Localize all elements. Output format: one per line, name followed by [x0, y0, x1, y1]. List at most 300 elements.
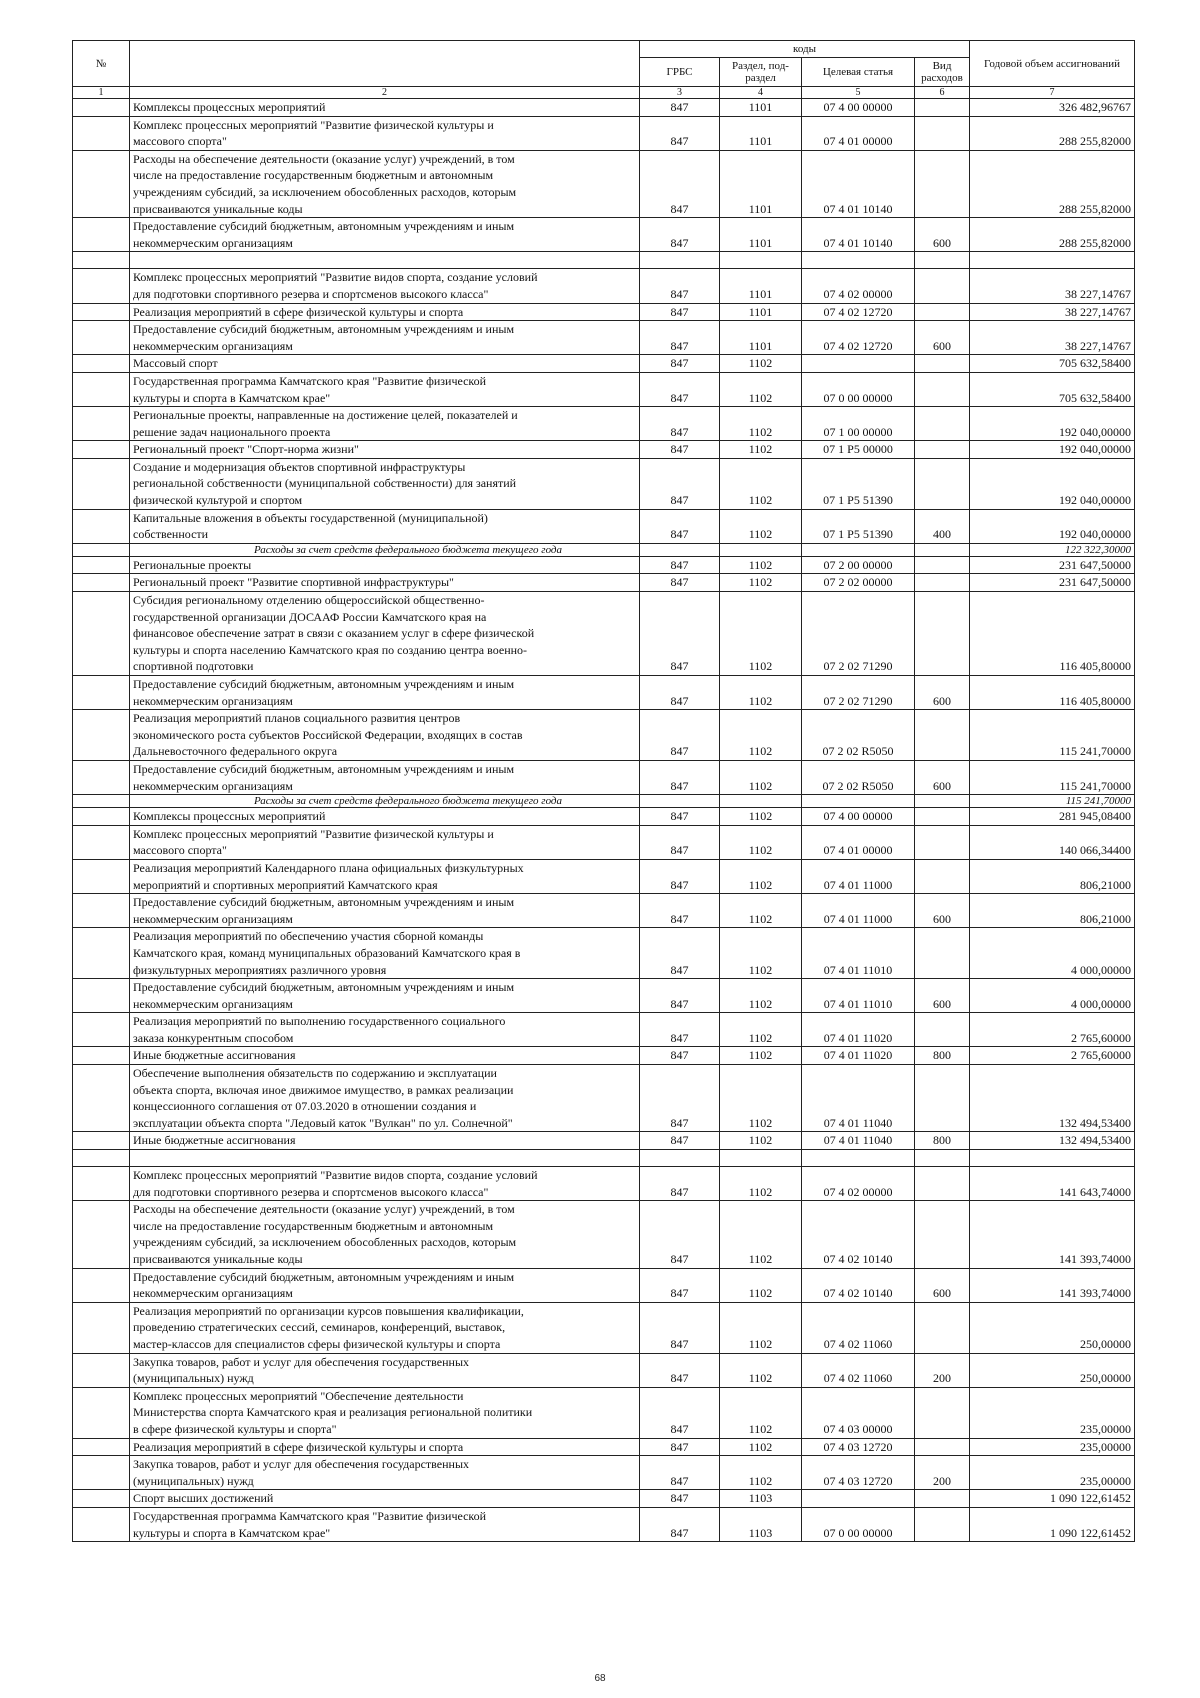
expense-name-line: Спорт высших достижений: [133, 1491, 274, 1506]
grbs-cell: 847: [640, 676, 720, 710]
section-cell: 1102: [720, 760, 802, 794]
row-number-cell: [73, 1013, 130, 1047]
kind-cell: [915, 116, 970, 150]
table-row: [73, 894, 1135, 928]
row-number-cell: [73, 269, 130, 303]
expense-name-line: учреждениям субсидий, за исключением обособленных расходов, которым: [133, 1235, 517, 1250]
expense-name-line: спортивной подготовки: [133, 659, 254, 674]
target-cell: [802, 355, 915, 373]
amount-cell: 231 647,50000: [970, 556, 1135, 574]
spacer-cell: [970, 252, 1135, 269]
expense-name-line: Реализация мероприятий по организации курсов повышения квалификации,: [133, 1303, 524, 1318]
expense-name-line: физкультурных мероприятиях различного уровня: [133, 962, 387, 977]
expense-name-line: массового спорта": [133, 134, 227, 149]
amount-cell: 806,21000: [970, 859, 1135, 893]
expense-name-line: Предоставление субсидий бюджетным, автономным учреждениям и иным: [133, 895, 515, 910]
table-row: [73, 321, 1135, 355]
row-number-cell: [73, 303, 130, 321]
table-row: [73, 710, 1135, 761]
table-row: [73, 1353, 1135, 1387]
expense-name-line: Региональный проект "Спорт-норма жизни": [133, 442, 359, 457]
kind-cell: 600: [915, 979, 970, 1013]
row-number-cell: [73, 150, 130, 217]
row-number-cell: [73, 321, 130, 355]
row-number-cell: [73, 894, 130, 928]
expense-name-line: Реализация мероприятий в сфере физической культуры и спорта: [133, 304, 464, 319]
kind-cell: 800: [915, 1047, 970, 1065]
grbs-cell: 847: [640, 1387, 720, 1438]
target-cell: 07 4 02 10140: [802, 1201, 915, 1268]
section-cell: 1103: [720, 1507, 802, 1541]
table-row: [73, 407, 1135, 441]
grbs-cell: 847: [640, 808, 720, 826]
expense-name-line: решение задач национального проекта: [133, 424, 331, 439]
section-cell: 1102: [720, 1456, 802, 1490]
row-number-cell: [73, 859, 130, 893]
grbs-cell: 847: [640, 372, 720, 406]
target-cell: 07 4 01 00000: [802, 825, 915, 859]
grbs-cell: 847: [640, 760, 720, 794]
target-cell: 07 1 P5 51390: [802, 458, 915, 509]
spacer-row: [73, 252, 1135, 269]
kind-cell: [915, 372, 970, 406]
spacer-cell: [640, 1150, 720, 1167]
section-cell: 1102: [720, 407, 802, 441]
row-number-cell: [73, 979, 130, 1013]
kind-cell: 600: [915, 894, 970, 928]
kind-cell: [915, 556, 970, 574]
row-number-cell: [73, 1456, 130, 1490]
expense-name-line: Капитальные вложения в объекты государственной (муниципальной): [133, 510, 488, 525]
row-number-cell: [73, 1047, 130, 1065]
expense-name-line: Региональный проект "Развитие спортивной инфраструктуры": [133, 575, 454, 590]
kind-cell: [915, 1490, 970, 1508]
amount-cell: 1 090 122,61452: [970, 1507, 1135, 1541]
spacer-cell: [640, 252, 720, 269]
section-cell: 1102: [720, 808, 802, 826]
expense-name-line: некоммерческим организациям: [133, 1286, 293, 1301]
spacer-cell: [73, 252, 130, 269]
target-cell: 07 0 00 00000: [802, 372, 915, 406]
spacer-cell: [720, 1150, 802, 1167]
section-cell: 1102: [720, 1047, 802, 1065]
expense-name-line: некоммерческим организациям: [133, 996, 293, 1011]
table-row: [73, 1201, 1135, 1268]
target-cell: 07 1 00 00000: [802, 407, 915, 441]
kind-cell: 600: [915, 760, 970, 794]
expense-name-line: мастер-классов для специалистов сферы физической культуры и спорта: [133, 1336, 501, 1351]
grbs-cell: 847: [640, 99, 720, 117]
grbs-cell: 847: [640, 592, 720, 676]
kind-cell: [915, 150, 970, 217]
target-cell: 07 4 01 10140: [802, 150, 915, 217]
table-row: [73, 760, 1135, 794]
col-number-7: 7: [970, 87, 1135, 99]
expense-name-line: присваиваются уникальные коды: [133, 1252, 303, 1266]
table-row: [73, 99, 1135, 117]
kind-cell: [915, 795, 970, 808]
amount-cell: 2 765,60000: [970, 1047, 1135, 1065]
amount-cell: 132 494,53400: [970, 1132, 1135, 1150]
expense-name-cell: [130, 1438, 640, 1456]
target-cell: 07 4 03 12720: [802, 1438, 915, 1456]
row-number-cell: [73, 1268, 130, 1302]
section-cell: 1102: [720, 556, 802, 574]
row-number-cell: [73, 372, 130, 406]
expense-name-line: некоммерческим организациям: [133, 693, 293, 708]
target-cell: 07 1 P5 00000: [802, 441, 915, 459]
expense-name-line: в сфере физической культуры и спорта": [133, 1421, 337, 1436]
expense-name-line: заказа конкурентным способом: [133, 1030, 294, 1045]
expense-name-line: Предоставление субсидий бюджетным, автономным учреждениям и иным: [133, 677, 515, 691]
section-cell: 1102: [720, 1387, 802, 1438]
grbs-cell: 847: [640, 441, 720, 459]
section-cell: [720, 795, 802, 808]
expense-name-line: некоммерческим организациям: [133, 235, 293, 250]
kind-cell: 600: [915, 1268, 970, 1302]
grbs-cell: 847: [640, 509, 720, 543]
grbs-cell: 847: [640, 1047, 720, 1065]
expense-name-line: объекта спорта, включая иное движимое имущество, в рамках реализации: [133, 1082, 514, 1097]
section-cell: 1102: [720, 1438, 802, 1456]
expense-name-line: Предоставление субсидий бюджетным, автономным учреждениям и иным: [133, 1269, 515, 1284]
expense-name-line: Реализация мероприятий по выполнению государственного социального: [133, 1014, 506, 1029]
row-number-cell: [73, 574, 130, 592]
target-cell: 07 4 02 11060: [802, 1353, 915, 1387]
grbs-cell: 847: [640, 1438, 720, 1456]
section-cell: 1101: [720, 218, 802, 252]
header-grbs: ГРБС: [640, 58, 720, 87]
expense-name-cell: [130, 1456, 640, 1490]
expense-name-line: массового спорта": [133, 843, 227, 858]
amount-cell: 141 393,74000: [970, 1268, 1135, 1302]
section-cell: 1102: [720, 1353, 802, 1387]
table-row: [73, 1132, 1135, 1150]
expense-name-line: Субсидия региональному отделению общероссийской общественно-: [133, 593, 485, 608]
header-codes: коды: [640, 41, 970, 58]
target-cell: 07 4 01 11000: [802, 894, 915, 928]
amount-cell: 281 945,08400: [970, 808, 1135, 826]
expense-name-cell: [130, 795, 640, 808]
section-cell: 1102: [720, 979, 802, 1013]
expense-name-line: Комплексы процессных мероприятий: [133, 809, 326, 824]
section-cell: 1102: [720, 458, 802, 509]
expense-name-line: некоммерческим организациям: [133, 911, 293, 926]
expense-name-cell: [130, 859, 640, 893]
grbs-cell: 847: [640, 710, 720, 761]
expense-name-cell: [130, 894, 640, 928]
row-number-cell: [73, 1490, 130, 1508]
spacer-cell: [915, 1150, 970, 1167]
expense-name-line: Государственная программа Камчатского края "Развитие физической: [133, 373, 487, 388]
expense-name-line: Комплекс процессных мероприятий "Развитие физической культуры и: [133, 826, 494, 841]
expense-name-cell: [130, 808, 640, 826]
grbs-cell: 847: [640, 556, 720, 574]
amount-cell: 141 393,74000: [970, 1201, 1135, 1268]
section-cell: 1102: [720, 676, 802, 710]
table-row: [73, 574, 1135, 592]
expense-name-line: финансовое обеспечение затрат в связи с оказанием услуг в сфере физической: [133, 626, 535, 641]
section-cell: 1102: [720, 1065, 802, 1132]
table-header: [73, 41, 1135, 99]
grbs-cell: 847: [640, 218, 720, 252]
spacer-cell: [802, 1150, 915, 1167]
section-cell: 1101: [720, 99, 802, 117]
expense-name-cell: [130, 676, 640, 710]
table-row: [73, 928, 1135, 979]
expense-name-cell: [130, 1132, 640, 1150]
kind-cell: [915, 574, 970, 592]
row-number-cell: [73, 441, 130, 459]
table-row: [73, 1167, 1135, 1201]
row-number-cell: [73, 458, 130, 509]
target-cell: 07 4 02 11060: [802, 1302, 915, 1353]
grbs-cell: 847: [640, 1065, 720, 1132]
expense-name-cell: [130, 825, 640, 859]
col-number-3: 3: [640, 87, 720, 99]
row-number-cell: [73, 1167, 130, 1201]
section-cell: 1102: [720, 509, 802, 543]
table-row: [73, 1302, 1135, 1353]
expense-name-cell: [130, 710, 640, 761]
amount-cell: 192 040,00000: [970, 458, 1135, 509]
expense-name-cell: [130, 321, 640, 355]
expense-name-cell: [130, 458, 640, 509]
kind-cell: [915, 355, 970, 373]
kind-cell: [915, 1387, 970, 1438]
row-number-cell: [73, 99, 130, 117]
expense-name-cell: [130, 928, 640, 979]
table-row: [73, 676, 1135, 710]
table-row: [73, 592, 1135, 676]
grbs-cell: 847: [640, 928, 720, 979]
expense-name-cell: [130, 269, 640, 303]
amount-cell: 235,00000: [970, 1456, 1135, 1490]
expense-name-cell: [130, 1167, 640, 1201]
row-number-cell: [73, 760, 130, 794]
kind-cell: 600: [915, 218, 970, 252]
table-row: [73, 1268, 1135, 1302]
kind-cell: 200: [915, 1353, 970, 1387]
expense-name-line: Комплекс процессных мероприятий "Обеспечение деятельности: [133, 1388, 464, 1403]
expense-name-cell: [130, 574, 640, 592]
expense-name-cell: [130, 1201, 640, 1268]
grbs-cell: [640, 795, 720, 808]
col-number-1: 1: [73, 87, 130, 99]
amount-cell: 122 322,30000: [970, 543, 1135, 556]
col-number-6: 6: [915, 87, 970, 99]
section-cell: 1102: [720, 1167, 802, 1201]
target-cell: [802, 795, 915, 808]
expense-name-cell: [130, 1387, 640, 1438]
page-number: 68: [594, 1673, 606, 1684]
section-cell: 1102: [720, 372, 802, 406]
expense-name-line: Расходы за счет средств федерального бюджета текущего года: [254, 795, 562, 808]
expense-name-cell: [130, 116, 640, 150]
expense-name-line: эксплуатации объекта спорта "Ледовый каток "Вулкан" по ул. Солнечной": [133, 1115, 513, 1130]
grbs-cell: 847: [640, 269, 720, 303]
header-kind: Вид расходов: [915, 58, 970, 87]
header-amount: Годовой объем ассигнований: [970, 41, 1135, 87]
target-cell: 07 4 03 12720: [802, 1456, 915, 1490]
grbs-cell: [640, 543, 720, 556]
header-section: Раздел, под-раздел: [720, 58, 802, 87]
amount-cell: 38 227,14767: [970, 269, 1135, 303]
row-number-cell: [73, 218, 130, 252]
header-name: [130, 41, 640, 87]
expense-name-cell: [130, 1353, 640, 1387]
expense-name-line: Региональные проекты, направленные на достижение целей, показателей и: [133, 408, 518, 423]
header-target: Целевая статья: [802, 58, 915, 87]
section-cell: 1102: [720, 1013, 802, 1047]
table-row: [73, 1387, 1135, 1438]
amount-cell: 705 632,58400: [970, 355, 1135, 373]
amount-cell: 250,00000: [970, 1353, 1135, 1387]
row-number-cell: [73, 808, 130, 826]
row-number-cell: [73, 509, 130, 543]
expense-name-line: для подготовки спортивного резерва и спортсменов высокого класса": [133, 286, 489, 301]
row-number-cell: [73, 1201, 130, 1268]
row-number-cell: [73, 1353, 130, 1387]
table-row: [73, 303, 1135, 321]
kind-cell: [915, 808, 970, 826]
expense-name-line: Обеспечение выполнения обязательств по содержанию и эксплуатации: [133, 1066, 497, 1081]
kind-cell: [915, 928, 970, 979]
target-cell: 07 4 00 00000: [802, 808, 915, 826]
expense-name-cell: [130, 355, 640, 373]
amount-cell: 140 066,34400: [970, 825, 1135, 859]
section-cell: 1102: [720, 441, 802, 459]
table-body: [73, 99, 1135, 1542]
expense-name-line: для подготовки спортивного резерва и спортсменов высокого класса": [133, 1184, 489, 1199]
expense-name-line: Иные бюджетные ассигнования: [133, 1133, 296, 1148]
expense-name-line: Государственная программа Камчатского края "Развитие физической: [133, 1508, 487, 1523]
kind-cell: [915, 710, 970, 761]
amount-cell: 288 255,82000: [970, 116, 1135, 150]
target-cell: 07 0 00 00000: [802, 1507, 915, 1541]
row-number-cell: [73, 1507, 130, 1541]
amount-cell: 705 632,58400: [970, 372, 1135, 406]
grbs-cell: 847: [640, 894, 720, 928]
expense-name-line: Предоставление субсидий бюджетным, автономным учреждениям и иным: [133, 980, 515, 995]
spacer-cell: [915, 252, 970, 269]
amount-cell: 115 241,70000: [970, 760, 1135, 794]
target-cell: [802, 543, 915, 556]
row-number-cell: [73, 1438, 130, 1456]
expense-name-cell: [130, 592, 640, 676]
grbs-cell: 847: [640, 321, 720, 355]
grbs-cell: 847: [640, 1132, 720, 1150]
section-cell: 1102: [720, 928, 802, 979]
amount-cell: 250,00000: [970, 1302, 1135, 1353]
row-number-cell: [73, 1132, 130, 1150]
spacer-cell: [970, 1150, 1135, 1167]
expense-name-line: учреждениям субсидий, за исключением обособленных расходов, которым: [133, 184, 517, 199]
section-cell: 1102: [720, 592, 802, 676]
expense-name-line: проведению стратегических сессий, семинаров, конференций, выставок,: [133, 1320, 506, 1335]
expense-name-line: Реализация мероприятий в сфере физической культуры и спорта: [133, 1439, 464, 1454]
amount-cell: 192 040,00000: [970, 441, 1135, 459]
expense-name-cell: [130, 1302, 640, 1353]
expense-name-line: Массовый спорт: [133, 356, 218, 371]
expense-name-line: физической культурой и спортом: [133, 493, 303, 508]
expense-name-line: культуры и спорта в Камчатском крае": [133, 1525, 331, 1540]
target-cell: 07 4 01 11040: [802, 1132, 915, 1150]
grbs-cell: 847: [640, 1353, 720, 1387]
expense-name-line: Закупка товаров, работ и услуг для обеспечения государственных: [133, 1457, 470, 1472]
grbs-cell: 847: [640, 1507, 720, 1541]
kind-cell: [915, 859, 970, 893]
spacer-cell: [802, 252, 915, 269]
target-cell: 07 4 02 12720: [802, 321, 915, 355]
expense-name-line: числе на предоставление государственным бюджетным и автономным: [133, 168, 494, 183]
kind-cell: 400: [915, 509, 970, 543]
table-row: [73, 372, 1135, 406]
expense-name-cell: [130, 1268, 640, 1302]
table-row: [73, 269, 1135, 303]
expense-name-cell: [130, 1490, 640, 1508]
col-number-5: 5: [802, 87, 915, 99]
target-cell: 07 4 00 00000: [802, 99, 915, 117]
row-number-cell: [73, 407, 130, 441]
expense-name-line: концессионного соглашения от 07.03.2020 в отношении создания и: [133, 1099, 477, 1114]
section-cell: 1102: [720, 710, 802, 761]
expense-name-line: Реализация мероприятий по обеспечению участия сборной команды: [133, 929, 484, 944]
grbs-cell: 847: [640, 407, 720, 441]
grbs-cell: 847: [640, 1490, 720, 1508]
expense-name-line: Комплекс процессных мероприятий "Развитие физической культуры и: [133, 117, 494, 132]
row-number-cell: [73, 710, 130, 761]
expense-name-line: числе на предоставление государственным бюджетным и автономным: [133, 1218, 494, 1233]
expense-name-line: Дальневосточного федерального округа: [133, 744, 338, 759]
amount-cell: 288 255,82000: [970, 150, 1135, 217]
section-cell: 1102: [720, 355, 802, 373]
amount-cell: 116 405,80000: [970, 676, 1135, 710]
expense-name-cell: [130, 1047, 640, 1065]
budget-table: [72, 40, 1135, 1542]
expense-name-line: Комплексы процессных мероприятий: [133, 100, 326, 114]
table-note-row: [73, 543, 1135, 556]
target-cell: 07 4 02 10140: [802, 1268, 915, 1302]
expense-name-line: мероприятий и спортивных мероприятий Камчатского края: [133, 877, 438, 892]
section-cell: 1101: [720, 269, 802, 303]
expense-name-line: некоммерческим организациям: [133, 338, 293, 353]
amount-cell: 1 090 122,61452: [970, 1490, 1135, 1508]
spacer-cell: [130, 252, 640, 269]
table-row: [73, 355, 1135, 373]
section-cell: 1101: [720, 303, 802, 321]
table-row: [73, 556, 1135, 574]
expense-name-line: региональной собственности (муниципальной собственности) для занятий: [133, 476, 517, 491]
expense-name-cell: [130, 1065, 640, 1132]
expense-name-cell: [130, 509, 640, 543]
expense-name-line: собственности: [133, 527, 209, 542]
grbs-cell: 847: [640, 116, 720, 150]
amount-cell: 2 765,60000: [970, 1013, 1135, 1047]
kind-cell: 200: [915, 1456, 970, 1490]
table-row: [73, 509, 1135, 543]
target-cell: 07 2 02 R5050: [802, 760, 915, 794]
expense-name-line: некоммерческим организациям: [133, 778, 293, 793]
expense-name-line: Камчатского края, команд муниципальных образований Камчатского края в: [133, 945, 521, 960]
expense-name-cell: [130, 99, 640, 117]
target-cell: 07 2 02 71290: [802, 676, 915, 710]
expense-name-cell: [130, 218, 640, 252]
expense-name-cell: [130, 407, 640, 441]
amount-cell: 141 643,74000: [970, 1167, 1135, 1201]
grbs-cell: 847: [640, 979, 720, 1013]
section-cell: 1102: [720, 825, 802, 859]
